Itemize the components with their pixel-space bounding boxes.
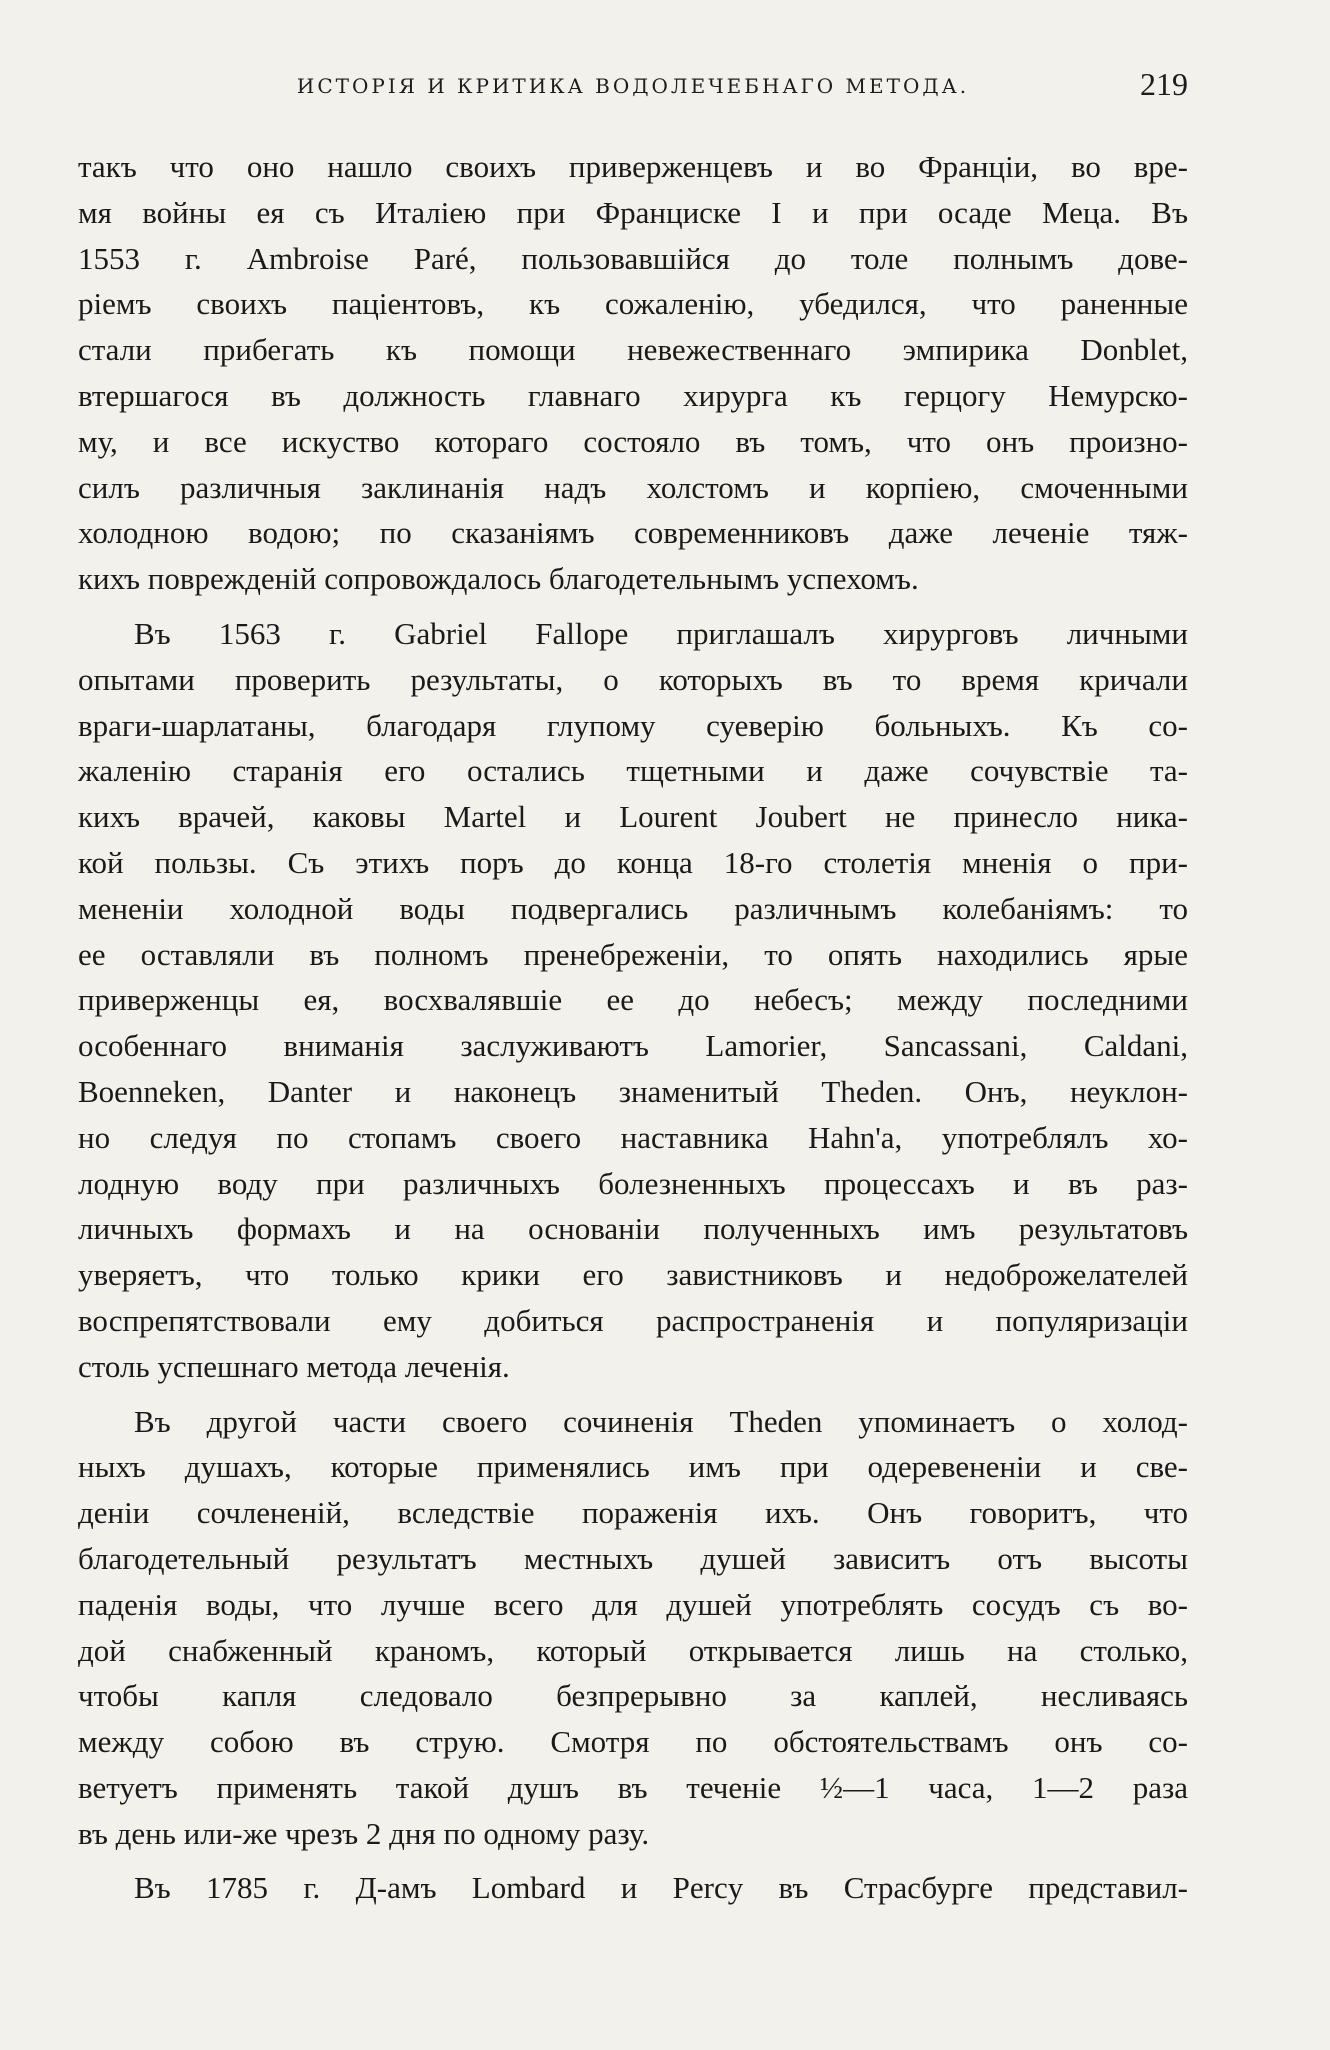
body-text — [78, 144, 1188, 1920]
page-number: 219 — [1140, 66, 1188, 102]
text-line: благодетельный результатъ местныхъ душей зависитъ отъ высоты — [78, 1540, 1188, 1576]
paragraph — [78, 1865, 1188, 1911]
text-line: приверженцы ея, восхвалявшіе ее до небесъ; между последними — [78, 982, 1188, 1018]
text-line: 1553 г. Ambroise Paré, пользовавшійся до толе полнымъ дове- — [78, 240, 1188, 276]
text-line: ныхъ душахъ, которые применялись имъ при одеревененіи и све- — [78, 1449, 1188, 1485]
text-line: жаленію старанія его остались тщетными и даже сочувствіе та- — [78, 753, 1188, 789]
text-line: паденія воды, что лучше всего для душей употреблять сосудъ съ во- — [78, 1586, 1188, 1622]
text-line: особеннаго вниманія заслуживаютъ Lamorier, Sancassani, Caldani, — [78, 1028, 1188, 1064]
running-title: ИСТОРІЯ И КРИТИКА ВОДОЛЕЧЕБНАГО МЕТОДА. — [296, 74, 970, 98]
text-line: деніи сочлененій, вследствіе пораженія ихъ. Онъ говоритъ, что — [78, 1495, 1188, 1531]
text-line: Boenneken, Danter и наконецъ знаменитый Theden. Онъ, неуклон- — [78, 1073, 1188, 1109]
text-line: воспрепятствовали ему добиться распространенія и популяризаціи — [78, 1302, 1188, 1338]
text-line: ветуетъ применять такой душъ въ теченіе ½—1 часа, 1—2 раза — [78, 1769, 1188, 1805]
text-line: кихъ поврежденій сопровождалось благодетельнымъ успехомъ. — [78, 561, 919, 597]
paragraph — [78, 611, 1188, 1390]
text-line: въ день или-же чрезъ 2 дня по одному разу. — [78, 1815, 650, 1851]
paragraph — [78, 1399, 1188, 1857]
text-line: дой снабженный краномъ, который открывается лишь на столько, — [78, 1632, 1188, 1668]
text-line: ріемъ своихъ паціентовъ, къ сожаленію, убедился, что раненные — [78, 286, 1188, 322]
paragraph — [78, 144, 1188, 602]
text-line: Въ другой части своего сочиненія Theden упоминаетъ о холод- — [134, 1403, 1188, 1439]
text-line: Въ 1785 г. Д-амъ Lombard и Percy въ Страсбурге представил- — [134, 1870, 1188, 1906]
text-line: столь успешнаго метода леченія. — [78, 1348, 510, 1384]
text-line: опытами проверить результаты, о которыхъ въ то время кричали — [78, 661, 1188, 697]
text-line: стали прибегать къ помощи невежественнаго эмпирика Donblet, — [78, 332, 1188, 368]
text-line: силъ различныя заклинанія надъ холстомъ и корпіею, смоченными — [78, 469, 1188, 505]
text-line: лодную воду при различныхъ болезненныхъ процессахъ и въ раз- — [78, 1165, 1188, 1201]
text-line: мененіи холодной воды подвергались различнымъ колебаніямъ: то — [78, 890, 1188, 926]
text-line: личныхъ формахъ и на основаніи полученныхъ имъ результатовъ — [78, 1211, 1188, 1247]
text-line: му, и все искуство котораго состояло въ томъ, что онъ произно- — [78, 423, 1188, 459]
text-line: холодною водою; по сказаніямъ современниковъ даже леченіе тяж- — [78, 515, 1188, 551]
text-line: но следуя по стопамъ своего наставника Hahn'a, употреблялъ хо- — [78, 1119, 1188, 1155]
text-line: между собою въ струю. Смотря по обстоятельствамъ онъ со- — [78, 1724, 1188, 1760]
text-line: враги-шарлатаны, благодаря глупому суеверію больныхъ. Къ со- — [78, 707, 1188, 743]
text-line: мя войны ея съ Италіею при Франциске I и при осаде Меца. Въ — [78, 194, 1188, 230]
text-line: чтобы капля следовало безпрерывно за каплей, несливаясь — [78, 1678, 1188, 1714]
text-line: кой пользы. Съ этихъ поръ до конца 18-го столетія мненія о при- — [78, 844, 1188, 880]
text-line: ее оставляли въ полномъ пренебреженіи, то опять находились ярые — [78, 936, 1188, 972]
text-line: втершагося въ должность главнаго хирурга къ герцогу Немурско- — [78, 377, 1188, 413]
text-line: уверяетъ, что только крики его завистниковъ и недоброжелателей — [78, 1257, 1188, 1293]
text-line: такъ что оно нашло своихъ приверженцевъ и во Франціи, во вре- — [78, 149, 1188, 184]
text-line: Въ 1563 г. Gabriel Fallope приглашалъ хирурговъ личными — [134, 615, 1188, 651]
text-line: кихъ врачей, каковы Martel и Lourent Joubert не принесло ника- — [78, 799, 1188, 835]
page-header — [78, 66, 1188, 106]
